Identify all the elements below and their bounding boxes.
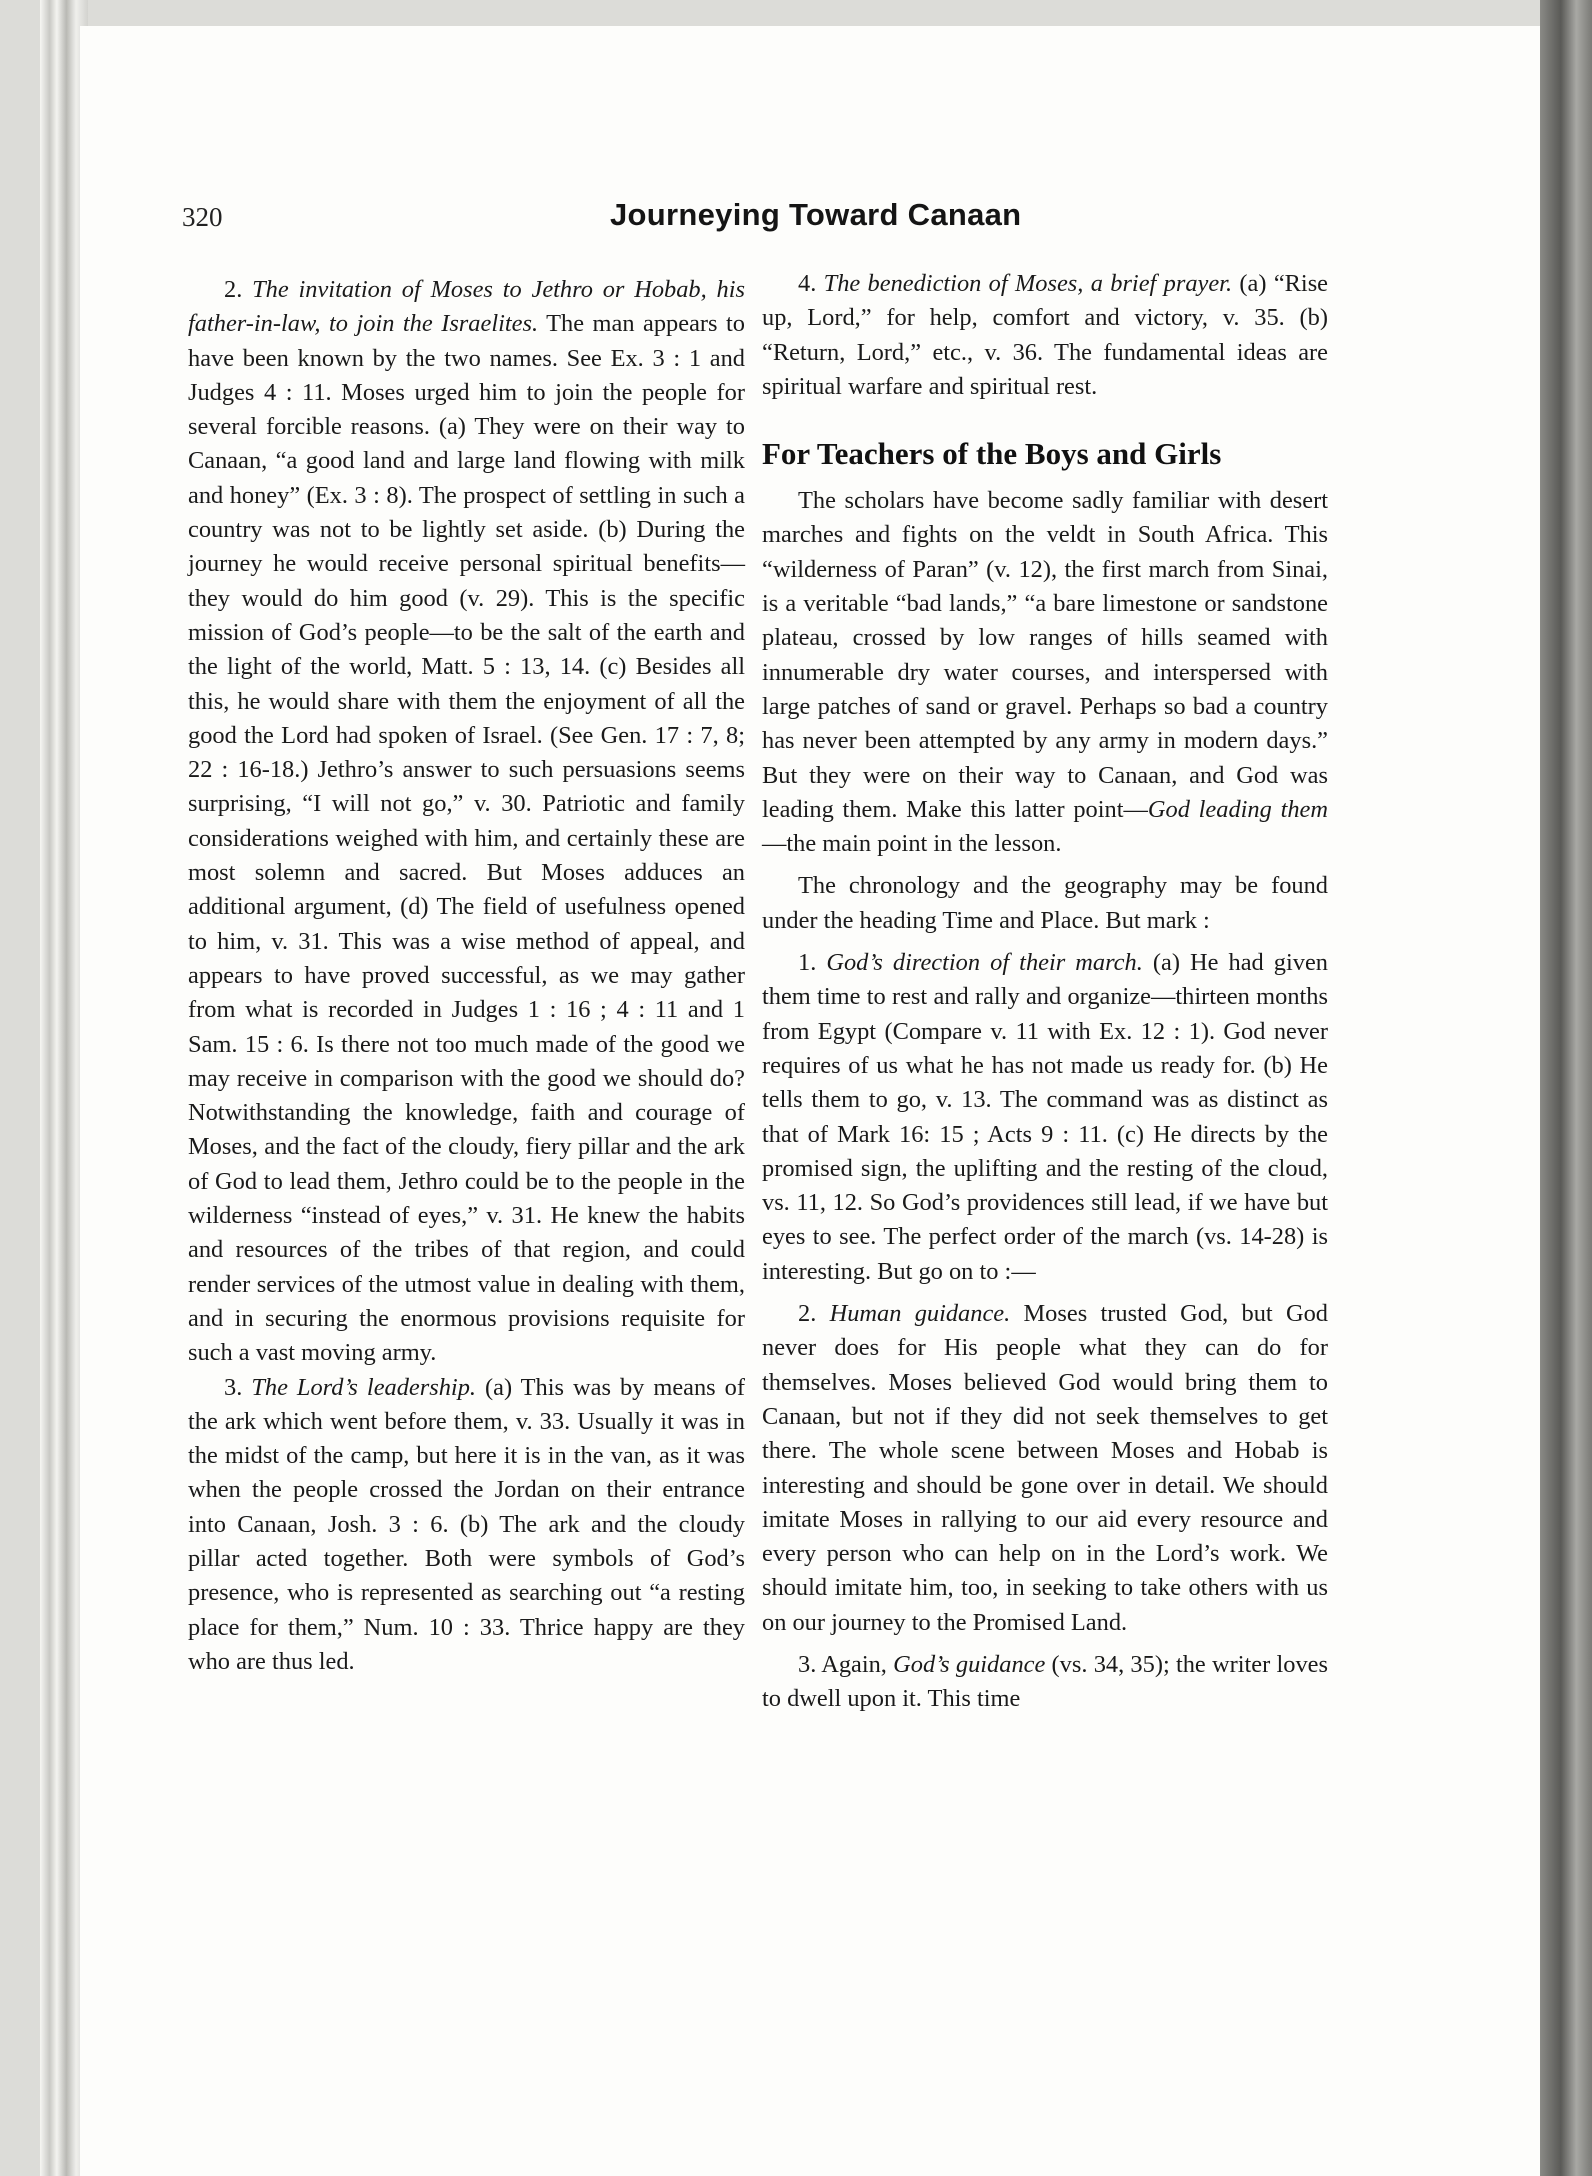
paragraph-human-guidance — [762, 1297, 1328, 1640]
item-title: God’s direction of their march. — [826, 949, 1143, 977]
item-body: (vs. 34, 35); the writer loves to dwell upon it. This time — [762, 1650, 1328, 1713]
paragraph-lords-leadership — [188, 1371, 745, 1680]
item-body: (a) “Rise up, Lord,” for help, comfort and victory, v. 35. (b) “Return, Lord,” etc., v. 36. The fundamental ideas are spiritual warfare and spiritual rest. — [762, 270, 1329, 400]
paragraph-benediction — [762, 267, 1328, 404]
page-right-edge-shadow — [1540, 0, 1592, 2176]
item-title: Human guidance. — [829, 1300, 1011, 1328]
item-body: (a) He had given them time to rest and rally and organize—thirteen months from Egypt (Compare v. 11 with Ex. 12 : 1). God never requires of us what he has not made us ready for. (b) He tells them to go, v. 13. The command was as distinct as that of Mark 16: 15 ; Acts 9 : 11. (c) He directs by the promised sign, the uplifting and the resting of the cloud, vs. 11, 12. So God’s providences still lead, if we have but eyes to see. The perfect order of the march (vs. 14-28) is interesting. But go on to :— — [762, 949, 1328, 1285]
text-run: —the main point in the lesson. — [762, 830, 1062, 858]
running-head: Journeying Toward Canaan — [610, 197, 1022, 232]
item-number: 4. — [798, 270, 817, 297]
item-number: 2. — [224, 276, 243, 303]
item-number: 1. — [798, 949, 817, 977]
item-body: Moses trusted God, but God never does for His people what they can do for themselves. Moses believed God would bring them to Canaan, but not if they did not seek themselves to get there. The whole scene between Moses and Hobab is interesting and should be gone over in detail. We should imitate Moses in rallying to our aid every resource and every person who can help on in the Lord’s work. We should imitate him, too, in seeking to take others with us on our journey to the Promised Land. — [762, 1300, 1328, 1636]
item-title: The Lord’s leadership. — [251, 1373, 476, 1401]
text-run: Again, — [821, 1650, 887, 1678]
text-run: The scholars have become sadly familiar with desert marches and fights on the veldt in South Africa. This “wilderness of Paran” (v. 12), the first march from Sinai, is a veritable “bad lands,” “a bare limestone or sandstone plateau, crossed by low ranges of hills seamed with innumerable dry water courses, and interspersed with large patches of sand or gravel. Perhaps so bad a country has never been attempted by any army in modern days.” But they were on their way to Canaan, and God was leading them. Make this latter point— — [762, 487, 1328, 823]
left-column — [188, 273, 745, 1679]
emphasis: God leading them — [1147, 795, 1328, 823]
right-column — [762, 267, 1328, 1717]
item-title: God’s guidance — [893, 1650, 1046, 1678]
page-number: 320 — [182, 202, 223, 232]
item-title: The invitation of Moses to Jethro or Hobab, his father-in-law, to join the Israelites. — [188, 276, 745, 338]
paragraph-gods-direction — [762, 946, 1328, 1289]
item-title: The benediction of Moses, a brief prayer. — [823, 270, 1233, 297]
item-body: The man appears to have been known by the two names. See Ex. 3 : 1 and Judges 4 : 11. Moses urged him to join the people for several forcible reasons. (a) They were on their way to Canaan, “a good land and large land flowing with milk and honey” (Ex. 3 : 8). The prospect of settling in such a country was not to be lightly set aside. (b) During the journey he would receive personal spiritual benefits—they would do him good (v. 29). This is the specific mission of God’s people—to be the salt of the earth and the light of the world, Matt. 5 : 13, 14. (c) Besides all this, he would share with them the enjoyment of all the good the Lord had spoken of Israel. (See Gen. 17 : 7, 8; 22 : 16-18.) Jethro’s answer to such persuasions seems surprising, “I will not go,” v. 30. Patriotic and family considerations weighed with him, and certainly these are most solemn and sacred. But Moses adduces an additional argument, (d) The field of usefulness opened to him, v. 31. This was a wise method of appeal, and appears to have proved successful, as we may gather from what is recorded in Judges 1 : 16 ; 4 : 11 and 1 Sam. 15 : 6. Is there not too much made of the good we may receive in comparison with the good we should do? Notwithstanding the knowledge, faith and courage of Moses, and the fact of the cloudy, fiery pillar and the ark of God to lead them, Jethro could be to the people in the wilderness “instead of eyes,” v. 31. He knew the habits and resources of the tribes of that region, and could render services of the utmost value in dealing with them, and in securing the enormous provisions requisite for such a vast moving army. — [188, 310, 745, 1367]
item-number: 2. — [798, 1300, 817, 1328]
paragraph-invitation — [188, 273, 745, 1371]
item-number: 3. — [224, 1373, 243, 1401]
paragraph-chronology: The chronology and the geography may be found under the heading Time and Place. But mark : — [762, 872, 1328, 934]
item-number: 3. — [798, 1650, 817, 1678]
item-body: (a) This was by means of the ark which went before them, v. 33. Usually it was in the midst of the camp, but here it is in the van, as it was when the people crossed the Jordan on their entrance into Canaan, Josh. 3 : 6. (b) The ark and the cloudy pillar acted together. Both were symbols of God’s presence, who is represented as searching out “a resting place for them,” Num. 10 : 33. Thrice happy are they who are thus led. — [188, 1373, 745, 1675]
paragraph-gods-guidance — [762, 1648, 1328, 1717]
paragraph-scholars — [762, 484, 1328, 861]
section-heading: For Teachers of the Boys and Girls — [762, 436, 1222, 472]
